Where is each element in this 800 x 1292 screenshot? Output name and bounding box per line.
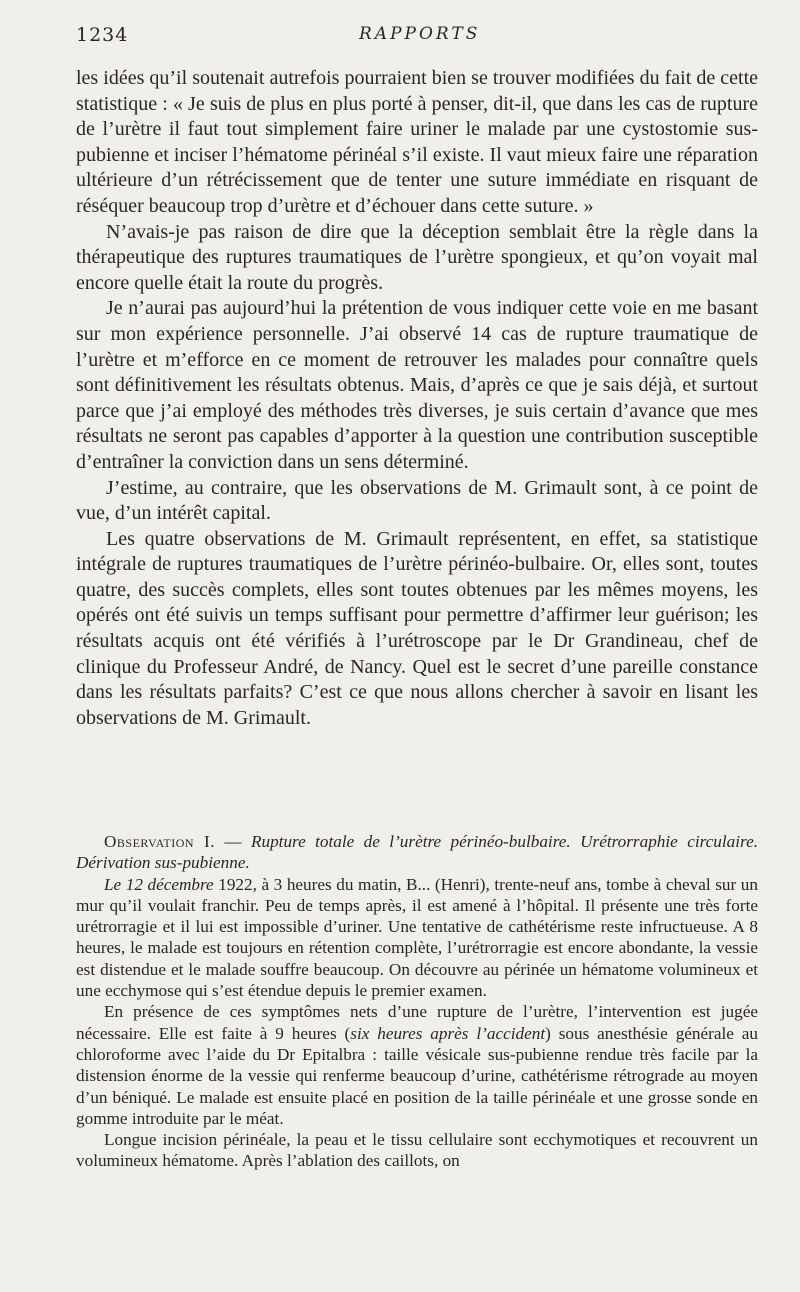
observation-paragraph [76, 874, 758, 1002]
observation-text: 1922, à 3 heures du matin, B... (Henri), trente-neuf ans, tombe à cheval sur un mur qu’il voulait franchir. Peu de temps après, il est amené à l’hôpital. Il présente une très forte urétrorragie et il lui est impossible d’uriner. Une tentative de cathétérisme reste infructueuse. A 8 heures, le malade est toujours en rétention complète, l’urétrorragie est encore abondante, la vessie est distendue et le malade souffre beaucoup. On découvre au périnée un hématome volumineux et une ecchymose qui s’est étendue depuis le premier examen. [76, 874, 758, 1001]
paragraph: N’avais-je pas raison de dire que la déception semblait être la règle dans la thérapeutique des ruptures traumatiques de l’urètre spongieux, et qu’on voyait mal encore quelle était la route du progrès. [76, 220, 758, 294]
observation-dash: — [215, 832, 251, 851]
observation-heading [76, 831, 758, 874]
observation-title: Rupture totale de l’urètre périnéo-bulbaire. Urétrorraphie circulaire. Dérivation sus-pubienne. [76, 832, 758, 873]
page-header [76, 24, 760, 54]
observation-section [76, 831, 758, 1172]
observation-emphasis: six heures après l’accident [350, 1023, 546, 1043]
observation-label: Observation I. [104, 832, 215, 851]
observation-paragraph [76, 1001, 758, 1129]
observation-text: ) sous anesthésie générale au chloroforme avec l’aide du Dr Epitalbra : taille vésicale sus-pubienne rendue très facile par la distension énorme de la vessie qui renferme beaucoup d’urine, cathétérisme rétrograde au moyen d’un béniqué. Le malade est ensuite placé en position de la taille périnéale et une grosse sonde en gomme introduite par le méat. [76, 1023, 759, 1128]
main-text [76, 66, 758, 731]
paragraph: Les quatre observations de M. Grimault représentent, en effet, sa statistique intégrale de ruptures traumatiques de l’urètre périnéo-bulbaire. Or, elles sont, toutes quatre, des succès complets, elles sont toutes obtenues par les mêmes moyens, les opérés ont été suivis un temps suffisant pour permettre d’affirmer leur guérison; les résultats acquis ont été vérifiés à l’urétroscope par le Dr Grandineau, chef de clinique du Professeur André, de Nancy. Quel est le secret d’une pareille constance dans les résultats parfaits? C’est ce que nous allons chercher à savoir en lisant les observations de M. Grimault. [76, 527, 758, 729]
paragraph: J’estime, au contraire, que les observations de M. Grimault sont, à ce point de vue, d’un intérêt capital. [76, 476, 758, 525]
observation-date: Le 12 décembre [104, 874, 214, 894]
paragraph: Je n’aurai pas aujourd’hui la prétention de vous indiquer cette voie en me basant sur mon expérience personnelle. J’ai observé 14 cas de rupture traumatique de l’urètre et m’efforce en ce moment de retrouver les malades pour connaître quels sont définitivement les résultats obtenus. Mais, d’après ce que je sais déjà, et surtout parce que j’ai employé des méthodes très diverses, je suis certain d’avance que mes résultats ne seront pas capables d’apporter à la question une contribution susceptible d’entraîner la conviction dans un sens déterminé. [76, 297, 758, 473]
observation-paragraph: Longue incision périnéale, la peau et le tissu cellulaire sont ecchymotiques et recouvrent un volumineux hématome. Après l’ablation des caillots, on [76, 1130, 758, 1171]
observation-text: En présence de ces symptômes nets d’une rupture de l’urètre, l’intervention est jugée nécessaire. Elle est faite à 9 heures ( [76, 1002, 758, 1043]
page-number: 1234 [76, 24, 129, 46]
paragraph: les idées qu’il soutenait autrefois pourraient bien se trouver modifiées du fait de cette statistique : « Je suis de plus en plus porté à penser, dit-il, que dans les cas de rupture de l’urètre il faut tout simplement faire uriner le malade par une cystostomie sus-pubienne et inciser l’hématome périnéal s’il existe. Il vaut mieux faire une réparation ultérieure d’un rétrécissement que de tenter une suture immédiate en risquant de réséquer beaucoup trop d’urètre et d’échouer dans cette suture. » [76, 67, 758, 217]
running-head: RAPPORTS [359, 24, 481, 44]
